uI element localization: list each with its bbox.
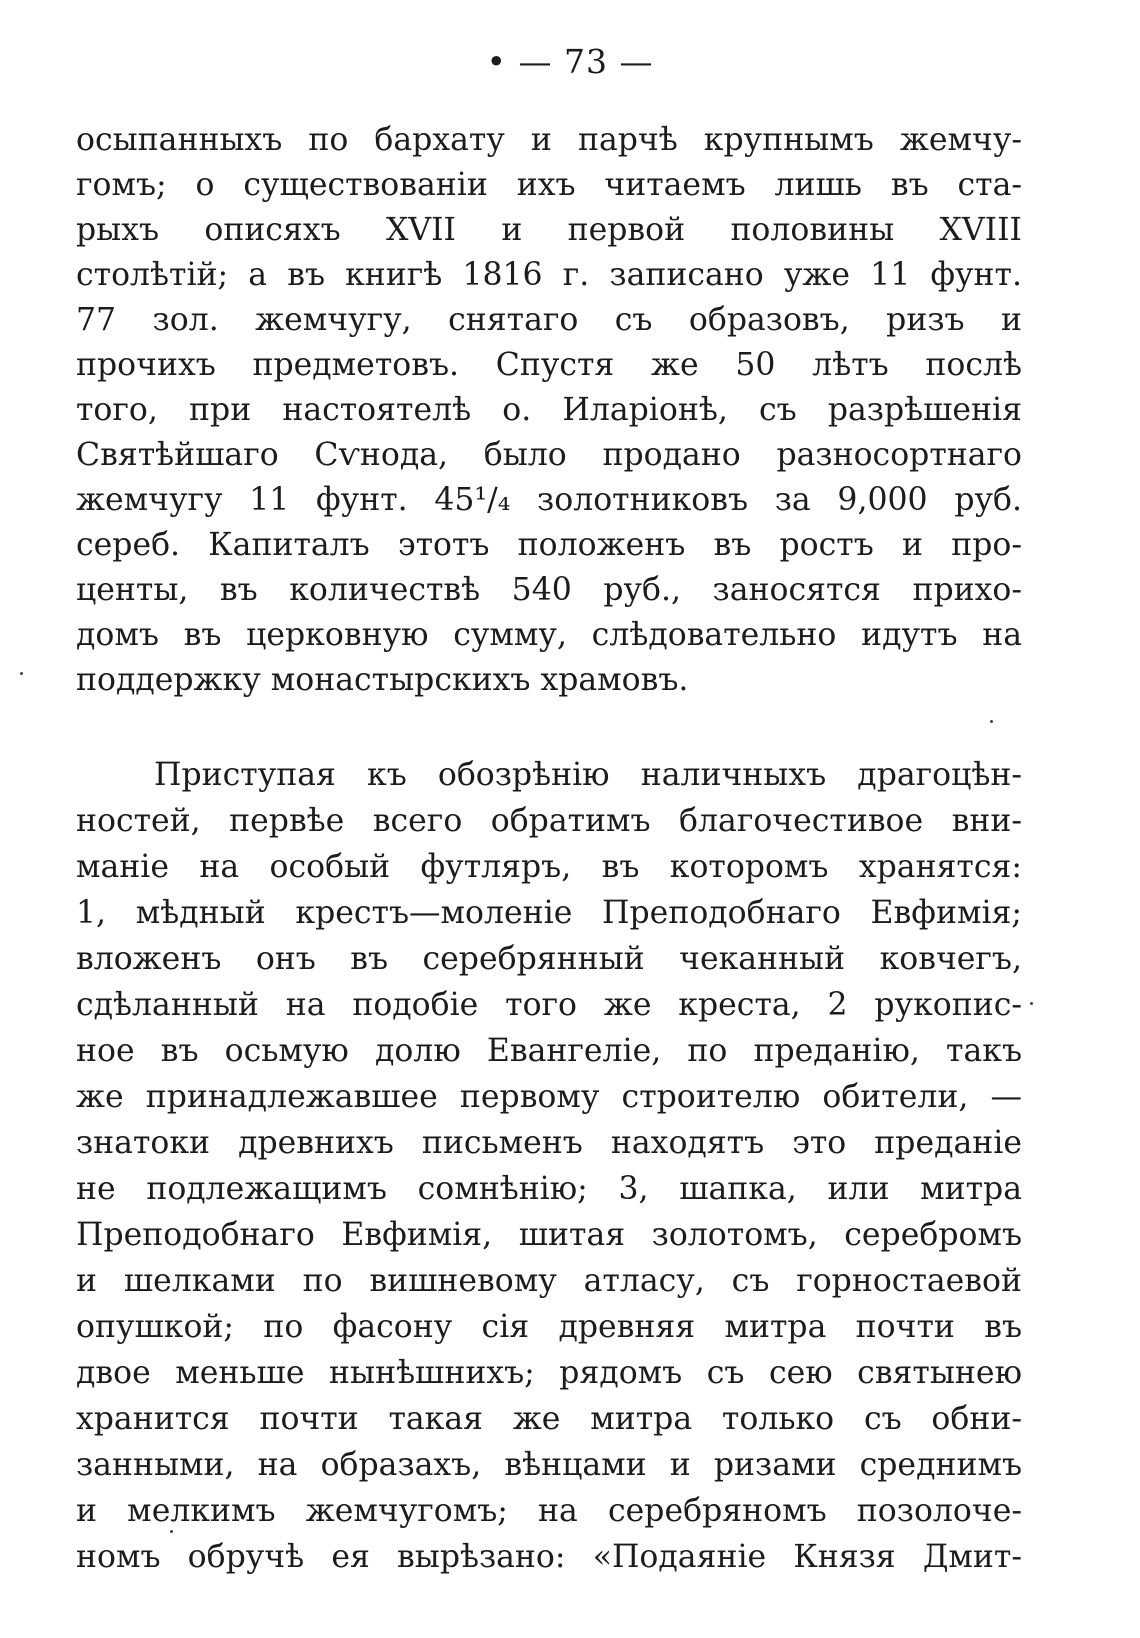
text-line: гомъ; о существованіи ихъ читаемъ лишь въ ста- (76, 167, 1022, 203)
paragraph-2 (76, 752, 1022, 1580)
text-line: знатоки древнихъ письменъ находятъ это преданіе (76, 1125, 1022, 1161)
text-line: столѣтій; а въ книгѣ 1816 г. записано уже 11 фунт. (76, 257, 1022, 293)
text-line: не подлежащимъ сомнѣнію; 3, шапка, или митра (76, 1171, 1022, 1207)
text-line: вложенъ онъ въ серебрянный чеканный ковчегъ, (76, 941, 1022, 977)
text-line: и мелкимъ жемчугомъ; на серебряномъ позолоче- (76, 1493, 1022, 1529)
text-line: ное въ осьмую долю Евангеліе, по преданію, такъ (76, 1033, 1022, 1069)
text-line: хранится почти такая же митра только съ обни- (76, 1401, 1022, 1437)
text-line: жемчугу 11 фунт. 45¹/₄ золотниковъ за 9,000 руб. (76, 482, 1022, 518)
text-line: же принадлежавшее первому строителю обители, — (76, 1079, 1022, 1115)
text-line: опушкой; по фасону сія древняя митра почти въ (76, 1309, 1022, 1345)
text-line: рыхъ описяхъ XVII и первой половины XVIII (76, 212, 1022, 248)
text-line: сереб. Капиталъ этотъ положенъ въ ростъ и про- (76, 527, 1022, 563)
text-line: 77 зол. жемчугу, снятаго съ образовъ, ризъ и (76, 302, 1022, 338)
text-line: двое меньше нынѣшнихъ; рядомъ съ сею святынею (76, 1355, 1022, 1391)
scan-speck (990, 720, 993, 723)
text-line: центы, въ количествѣ 540 руб., заносятся прихо- (76, 572, 1022, 608)
text-line: 1, мѣдный крестъ—моленіе Преподобнаго Евфимія; (76, 895, 1022, 931)
text-line: домъ въ церковную сумму, слѣдовательно идутъ на (76, 617, 1022, 653)
text-line: занными, на образахъ, вѣнцами и ризами среднимъ (76, 1447, 1022, 1483)
text-line: Преподобнаго Евфимія, шитая золотомъ, серебромъ (76, 1217, 1022, 1253)
text-line: прочихъ предметовъ. Спустя же 50 лѣтъ послѣ (76, 347, 1022, 383)
text-line: осыпанныхъ по бархату и парчѣ крупнымъ жемчу- (76, 122, 1022, 158)
scan-speck (1030, 1002, 1033, 1005)
scan-speck (170, 1530, 173, 1533)
text-line: ностей, первѣе всего обратимъ благочестивое вни- (76, 803, 1022, 839)
scan-speck (20, 672, 23, 675)
paragraph-1 (76, 118, 1022, 703)
text-line: Приступая къ обозрѣнію наличныхъ драгоцѣн- (154, 757, 1022, 793)
text-line: поддержку монастырскихъ храмовъ. (76, 662, 689, 698)
text-line: того, при настоятелѣ о. Иларіонѣ, съ разрѣшенія (76, 392, 1022, 428)
text-line: и шелками по вишневому атласу, съ горностаевой (76, 1263, 1022, 1299)
text-line: сдѣланный на подобіе того же креста, 2 рукопис- (76, 987, 1022, 1023)
text-line: маніе на особый футляръ, въ которомъ хранятся: (76, 849, 1022, 885)
page-number: • — 73 — (486, 42, 654, 81)
text-line: номъ обручѣ ея вырѣзано: «Подаяніе Князя Дмит- (76, 1539, 1022, 1575)
text-line: Святѣйшаго Сѵнода, было продано разносортнаго (76, 437, 1022, 473)
